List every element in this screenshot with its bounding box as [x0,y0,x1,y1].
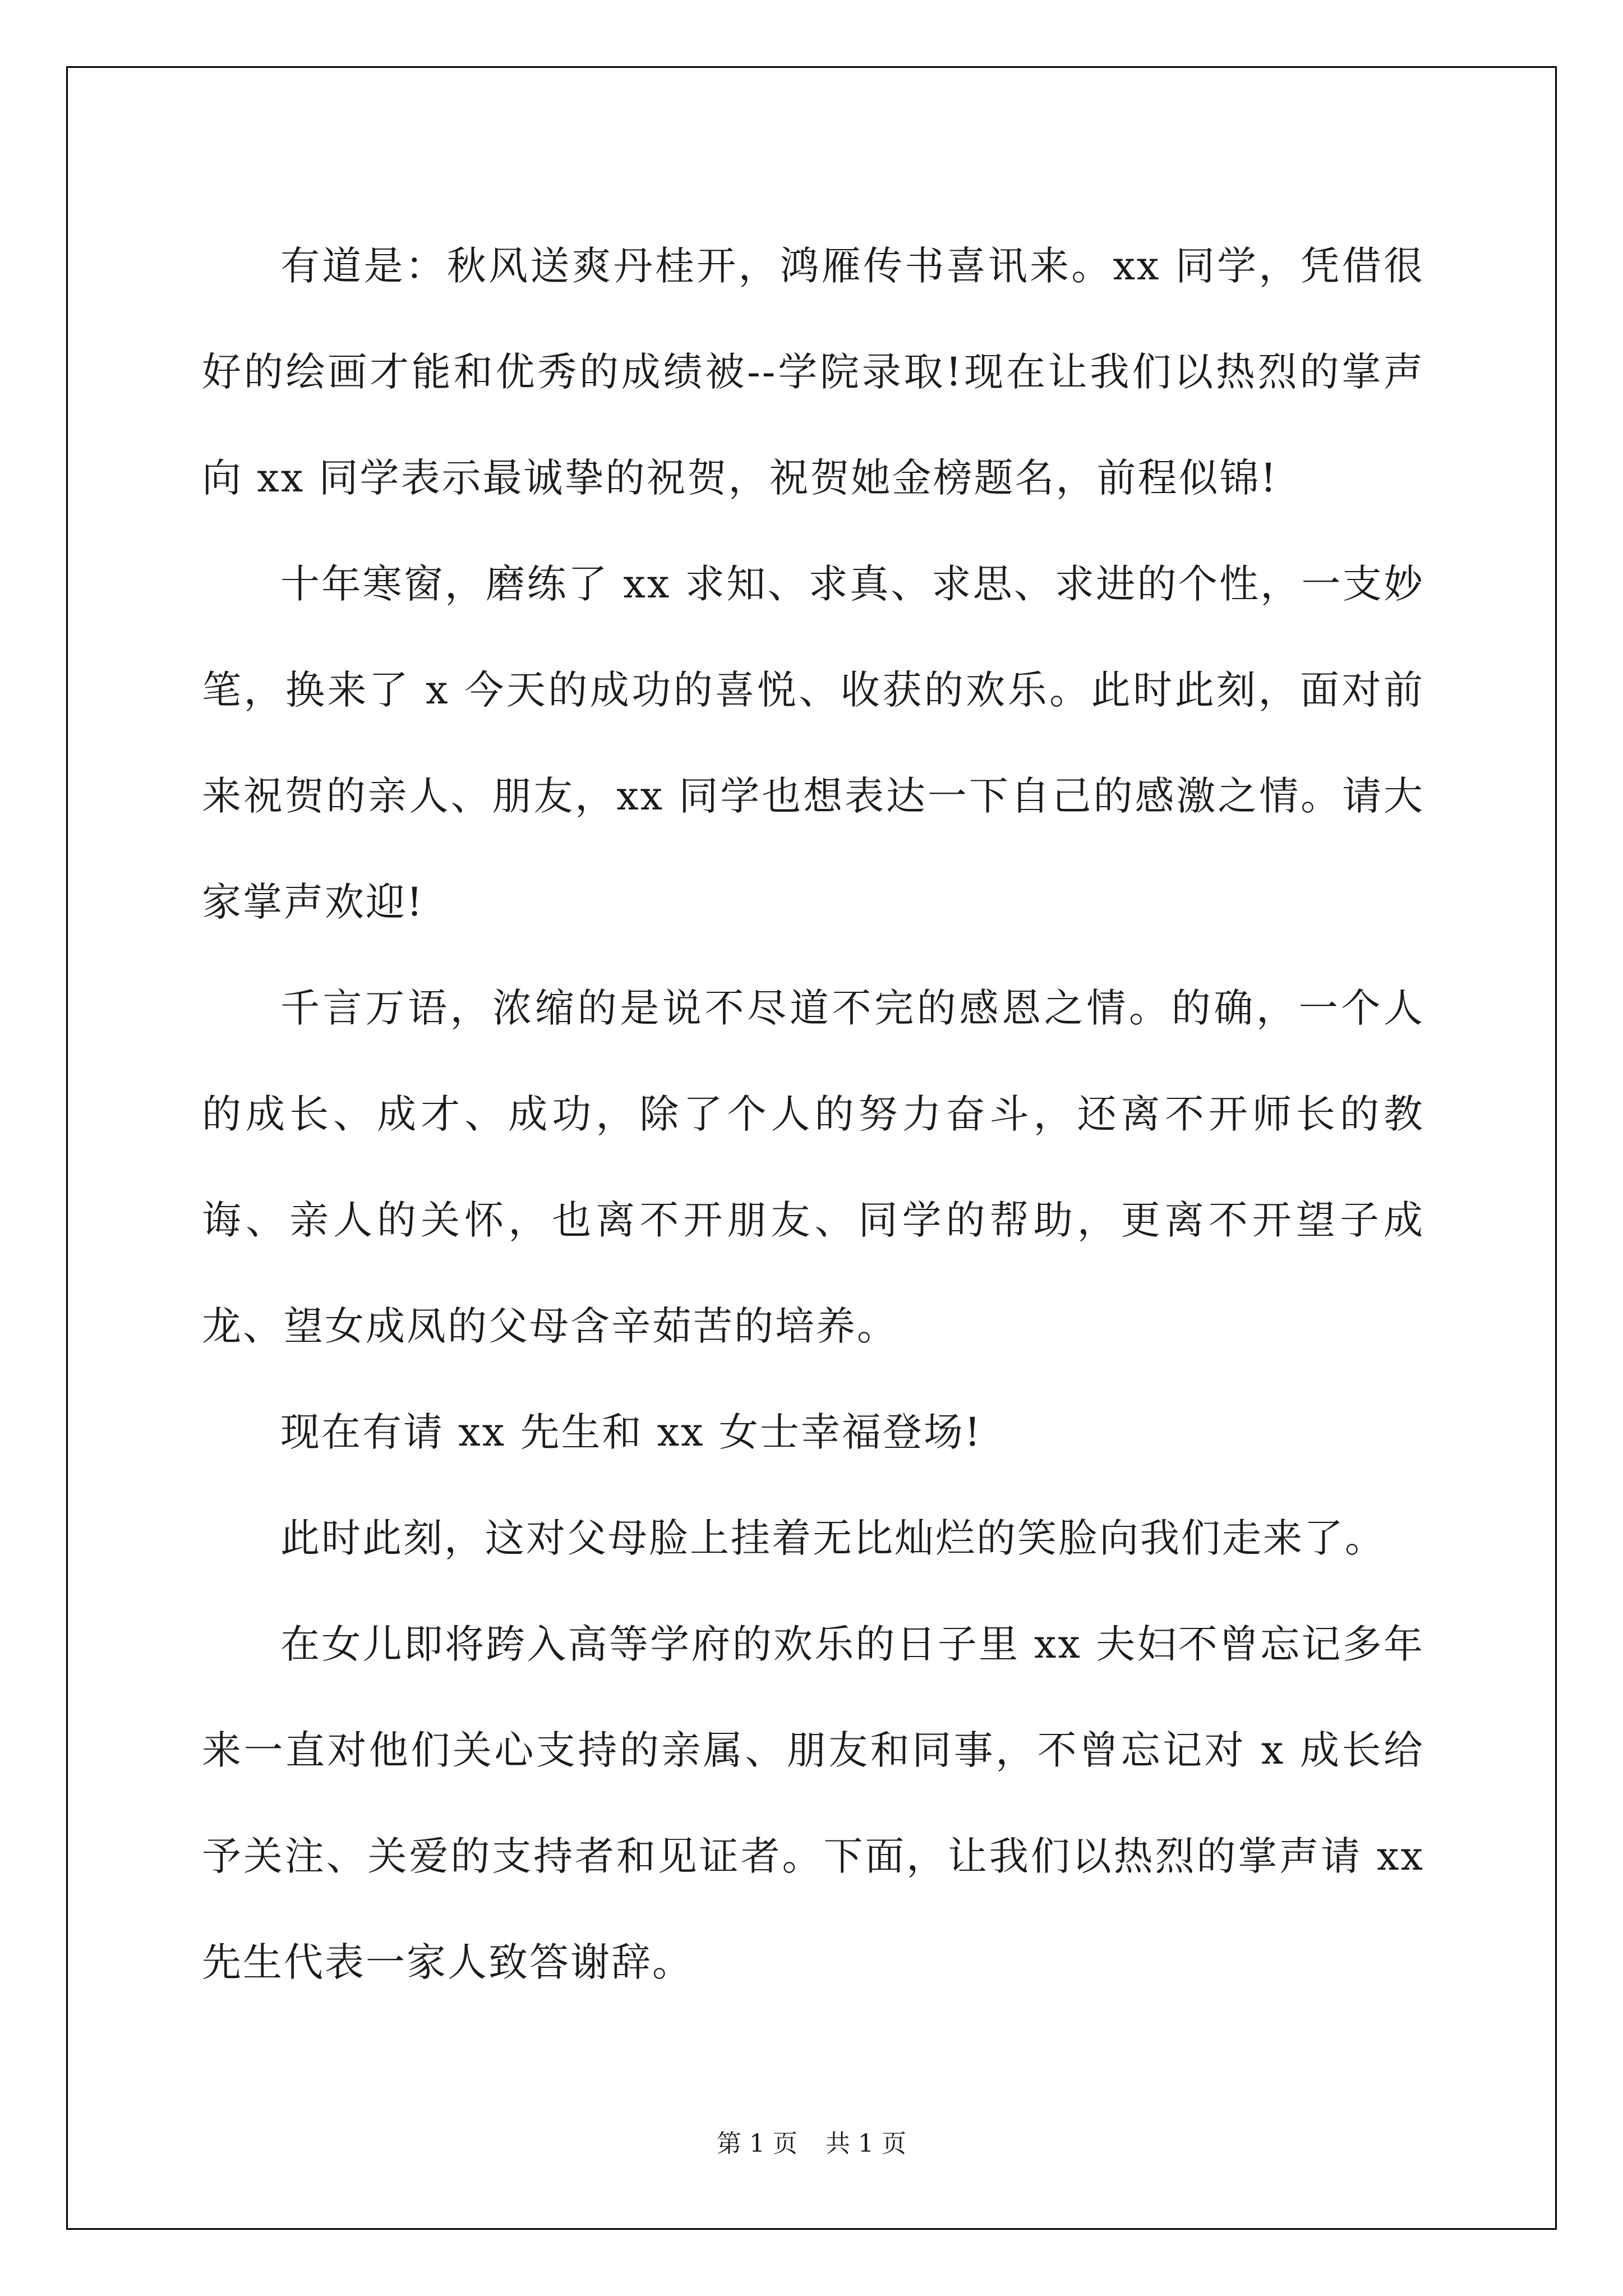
page-number: 第 1 页 [717,2129,797,2158]
paragraph-3: 千言万语，浓缩的是说不尽道不完的感恩之情。的确，一个人的成长、成才、成功，除了个人的努力奋斗，还离不开师长的教诲、亲人的关怀，也离不开朋友、同学的帮助，更离不开望子成龙、望女成凤的父母含辛茹苦的培养。 [202,985,1424,1349]
document-body [202,213,1424,2016]
paragraph-2: 十年寒窗，磨练了 xx 求知、求真、求思、求进的个性，一支妙笔，换来了 x 今天的成功的喜悦、收获的欢乐。此时此刻，面对前来祝贺的亲人、朋友，xx 同学也想表达一下自己的感激之情。请大家掌声欢迎! [202,561,1424,925]
paragraph-1: 有道是：秋风送爽丹桂开，鸿雁传书喜讯来。xx 同学，凭借很好的绘画才能和优秀的成绩被--学院录取!现在让我们以热烈的掌声向 xx 同学表示最诚挚的祝贺，祝贺她金榜题名，前程似锦! [202,243,1424,501]
paragraph-5: 此时此刻，这对父母脸上挂着无比灿烂的笑脸向我们走来了。 [280,1515,1386,1561]
page-total: 共 1 页 [826,2129,906,2158]
paragraph-4: 现在有请 xx 先生和 xx 女士幸福登场! [280,1409,983,1455]
page-footer [0,2123,1623,2159]
paragraph-6: 在女儿即将跨入高等学府的欢乐的日子里 xx 夫妇不曾忘记多年来一直对他们关心支持的亲属、朋友和同事，不曾忘记对 x 成长给予关注、关爱的支持者和见证者。下面，让我们以热烈的掌声请 xx 先生代表一家人致答谢辞。 [202,1621,1424,1985]
